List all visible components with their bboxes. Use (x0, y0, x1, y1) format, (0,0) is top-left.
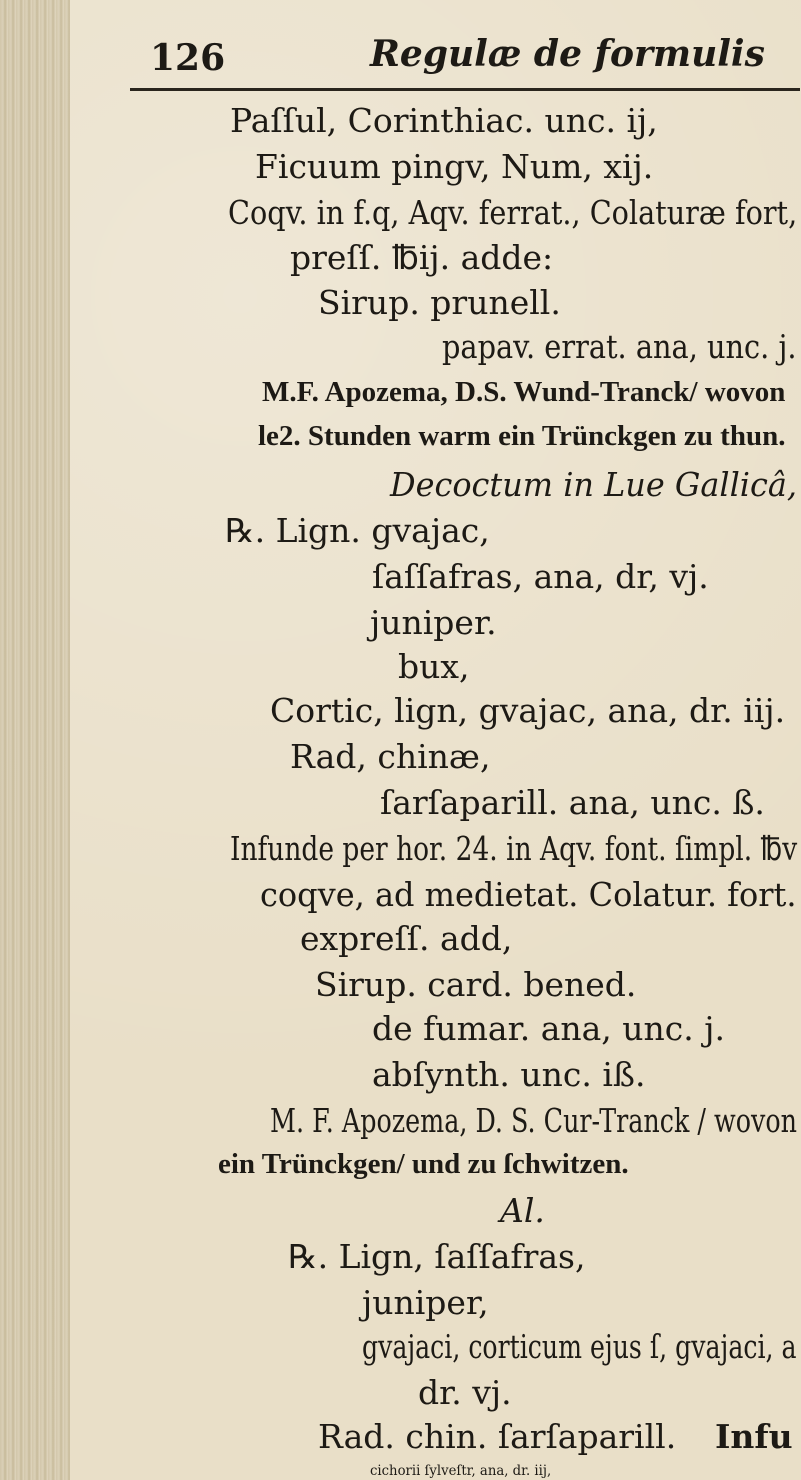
text-line: de fumar. ana, unc. j. (372, 1009, 725, 1048)
text-line: coqve, ad medietat. Colatur. fort. (260, 875, 797, 914)
text-line: Rad. chin. ſarſaparill. (318, 1417, 677, 1456)
text-line: gvajaci, corticum ejus ſ, gvajaci, a (362, 1327, 797, 1366)
text-line: abſynth. unc. iß. (372, 1055, 646, 1094)
text-line: juniper, (362, 1283, 489, 1322)
section-heading: Al. (500, 1191, 545, 1230)
text-line: Paſſul, Corinthiac. unc. ij, (230, 101, 658, 140)
text-line: juniper. (370, 603, 497, 642)
page-binding-edge (0, 0, 70, 1480)
text-line: ℞. Lign, ſaſſafras, (288, 1237, 586, 1276)
text-line: le2. Stunden warm ein Trünckgen zu thun. (258, 420, 786, 452)
text-line: Rad, chinæ, (290, 737, 491, 776)
text-line: Cortic, lign, gvajac, ana, dr. iij. (270, 691, 786, 730)
text-line: ℞. Lign. gvajac, (225, 511, 490, 550)
running-title: Regulæ de formulis (370, 33, 765, 75)
text-line: ſarſaparill. ana, unc. ß. (380, 783, 765, 822)
text-line: Sirup. prunell. (318, 283, 561, 322)
text-line: Coqv. in f.q, Aqv. ferrat., Colaturæ fort, (228, 193, 798, 232)
text-line: Ficuum pingv, Num, xij. (255, 147, 654, 186)
header-rule (130, 88, 800, 91)
text-line: bux, (398, 647, 470, 686)
text-line: preſſ. ℔ij. adde: (290, 238, 554, 277)
text-line: ſaſſafras, ana, dr, vj. (372, 557, 709, 596)
catchword: Infu (715, 1417, 793, 1456)
text-line: papav. errat. ana, unc. j. (442, 327, 797, 366)
text-line: ein Trünckgen/ und zu ſchwitzen. (218, 1148, 629, 1180)
text-line: dr. vj. (418, 1373, 512, 1412)
page-number: 126 (150, 37, 226, 79)
text-line: M.F. Apozema, D.S. Wund-Tranck/ wovon (262, 376, 786, 408)
text-line: M. F. Apozema, D. S. Cur-Tranck / wovon (270, 1101, 797, 1140)
text-line: cichorii ſylveſtr, ana, dr. iij, (370, 1463, 552, 1479)
text-line: Infunde per hor. 24. in Aqv. font. ſimpl. ℔v (230, 829, 798, 868)
text-line: expreſſ. add, (300, 919, 513, 958)
section-heading: Decoctum in Lue Gallicâ, (390, 465, 798, 504)
text-line: Sirup. card. bened. (315, 965, 637, 1004)
